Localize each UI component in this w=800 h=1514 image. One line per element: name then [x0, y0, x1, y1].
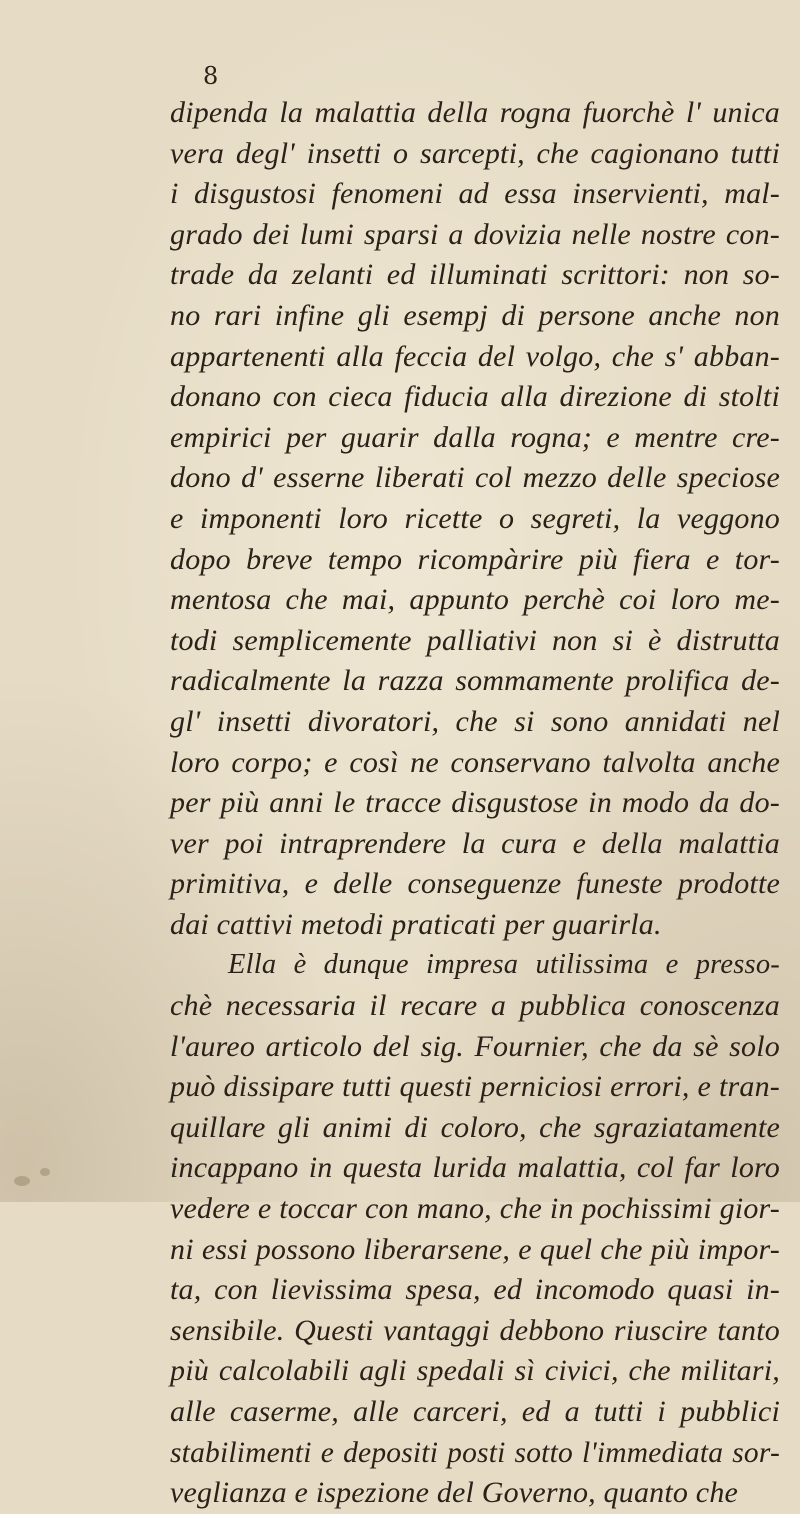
text-line: stabilimenti e depositi posti sotto l'immediata sor- — [170, 1436, 780, 1469]
text-line: ver poi intraprendere la cura e della malattia — [170, 826, 780, 860]
text-line: loro corpo; e così ne conservano talvolta anche — [170, 745, 780, 779]
ink-smudge — [40, 1168, 50, 1176]
text-line: radicalmente la razza sommamente prolifica de- — [170, 664, 780, 698]
text-line: donano con cieca fiducia alla direzione di stolti — [170, 380, 780, 414]
text-line: i disgustosi fenomeni ad essa inservienti, mal- — [170, 177, 780, 211]
text-line: no rari infine gli esempj di persone anche non — [170, 298, 780, 332]
text-line: gl' insetti divoratori, che si sono annidati nel — [170, 704, 780, 738]
text-line: alle caserme, alle carceri, ed a tutti i pubblici — [170, 1395, 780, 1428]
text-line: l'aureo articolo del sig. Fournier, che da sè solo — [170, 1029, 780, 1063]
text-line: sensibile. Questi vantaggi debbono riuscire tanto — [170, 1313, 780, 1347]
text-line: ni essi possono liberarsene, e quel che più impor- — [170, 1232, 780, 1266]
text-line: chè necessaria il recare a pubblica conoscenza — [170, 989, 780, 1023]
text-line: dopo breve tempo ricompàrire più fiera e tor- — [170, 542, 780, 576]
text-line: grado dei lumi sparsi a dovizia nelle nostre con- — [170, 217, 780, 251]
text-line: incappano in questa lurida malattia, col far loro — [170, 1151, 780, 1185]
text-line: per più anni le tracce disgustose in modo da do- — [170, 786, 780, 820]
text-line: empirici per guarir dalla rogna; e mentre cre- — [170, 420, 780, 454]
text-line: vedere e toccar con mano, che in pochissimi gior- — [170, 1192, 780, 1226]
text-line: dono d' esserne liberati col mezzo delle speciose — [170, 461, 780, 495]
text-line: todi semplicemente palliativi non si è distrutta — [170, 623, 780, 657]
text-line: appartenenti alla feccia del volgo, che s' abban- — [170, 339, 780, 373]
text-line: dipenda la malattia della rogna fuorchè l' unica — [170, 96, 780, 129]
text-line: trade da zelanti ed illuminati scrittori: non so- — [170, 258, 780, 292]
text-line: dai cattivi metodi praticati per guarirla. — [170, 907, 662, 941]
text-line: quillare gli animi di coloro, che sgraziatamente — [170, 1110, 780, 1144]
page-number: 8 — [203, 62, 219, 90]
text-line: mentosa che mai, appunto perchè coi loro me- — [170, 583, 780, 617]
body-text — [170, 93, 780, 1514]
text-line: primitiva, e delle conseguenze funeste prodotte — [170, 867, 780, 901]
ink-smudge — [14, 1176, 30, 1186]
text-line: vera degl' insetti o sarcepti, che cagionano tutti — [170, 136, 780, 170]
text-line: e imponenti loro ricette o segreti, la veggono — [170, 501, 780, 535]
text-line: ta, con lievissima spesa, ed incomodo quasi in- — [170, 1273, 780, 1307]
text-line: Ella è dunque impresa utilissima e presso- — [228, 949, 780, 981]
text-line: più calcolabili agli spedali sì civici, che militari, — [170, 1354, 780, 1388]
text-line: veglianza e ispezione del Governo, quanto che — [170, 1476, 739, 1510]
text-line: può dissipare tutti questi perniciosi errori, e tran- — [170, 1070, 780, 1104]
